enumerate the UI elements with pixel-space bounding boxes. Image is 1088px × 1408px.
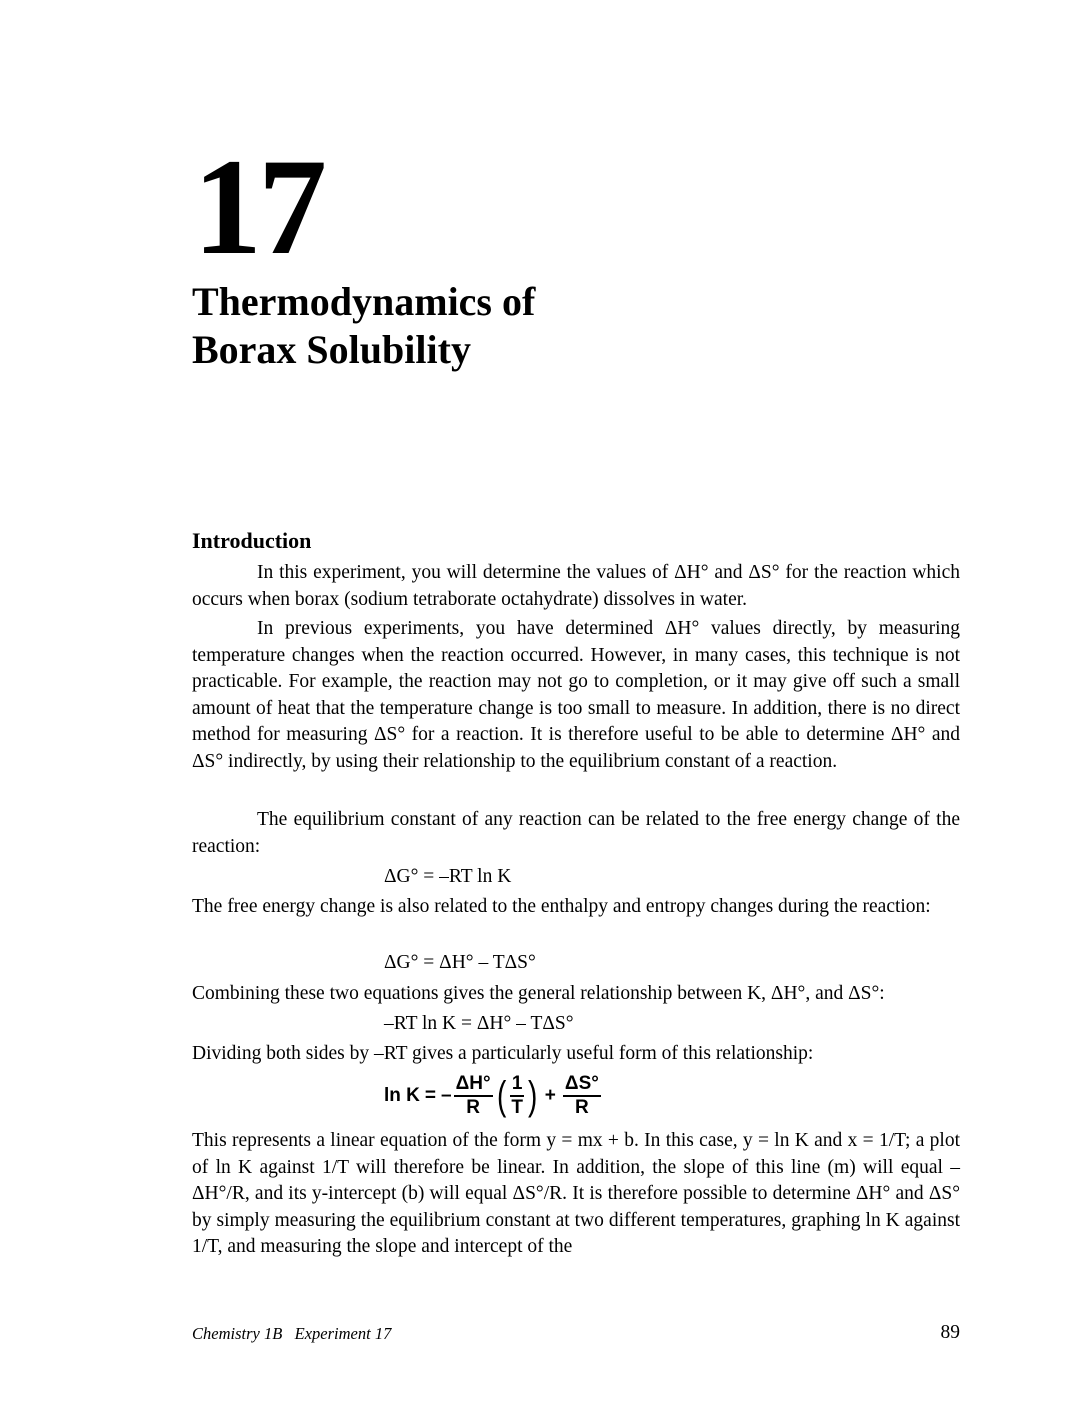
section-heading: Introduction <box>192 528 312 553</box>
fraction-enthalpy-numerator: ΔH° <box>454 1073 493 1097</box>
formula-equals: = <box>424 1085 436 1106</box>
paragraph-equilibrium-constant: The equilibrium constant of any reaction can be related to the free energy change of the reaction: <box>192 809 960 857</box>
paragraph-linear-equation: This represents a linear equation of the form y = mx + b. In this case, y = ln K and x = 1/T; a plot of ln K against 1/T will therefore be linear. In addition, the slope of this line (m) will equal –ΔH°/R, and its y-intercept (b) will equal ΔS°/R. It is therefore possible to determine ΔH° and ΔS° by simply measuring the equilibrium constant at two different temperatures, graphing ln K against 1/T, and measuring the slope and intercept of the <box>192 1130 960 1257</box>
equation-van-t-hoff <box>384 1068 603 1124</box>
fraction-inverse-temperature-denominator: T <box>511 1097 523 1118</box>
paragraph-intro: In this experiment, you will determine the values of ΔH° and ΔS° for the reaction which occurs when borax (sodium tetraborate octahydrate) dissolves in water. <box>192 562 960 610</box>
equation-free-energy-lnk: ΔG° = –RT ln K <box>384 866 512 887</box>
formula-minus: – <box>441 1085 452 1106</box>
fraction-entropy-numerator: ΔS° <box>563 1073 601 1097</box>
paragraph-free-energy: The free energy change is also related to the enthalpy and entropy changes during the reaction: <box>192 896 931 917</box>
equation-combined: –RT ln K = ΔH° – TΔS° <box>384 1013 574 1034</box>
paragraph-previous-experiments: In previous experiments, you have determined ΔH° values directly, by measuring temperature changes when the reaction occurred. However, in many cases, this technique is not practicable. For example, the reaction may not go to completion, or it may give off such a small amount of heat that the temperature change is too small to measure. In addition, there is no direct method for measuring ΔS° for a reaction. It is therefore useful to be able to determine ΔH° and ΔS° indirectly, by using their relationship to the equilibrium constant of a reaction. <box>192 618 960 772</box>
formula-plus: + <box>544 1085 556 1106</box>
paragraph-dividing: Dividing both sides by –RT gives a particularly useful form of this relationship: <box>192 1043 814 1064</box>
chapter-title-line-1: Thermodynamics of <box>192 279 536 324</box>
equation-gibbs: ΔG° = ΔH° – TΔS° <box>384 952 536 973</box>
footer-course-label: Chemistry 1B Experiment 17 <box>192 1324 392 1343</box>
fraction-enthalpy-denominator: R <box>466 1097 480 1118</box>
chapter-number: 17 <box>193 130 323 283</box>
fraction-enthalpy <box>454 1073 493 1119</box>
footer-page-number: 89 <box>940 1322 960 1343</box>
fraction-inverse-temperature-numerator: 1 <box>510 1073 525 1097</box>
formula-lhs: ln K <box>384 1085 420 1106</box>
right-paren: ) <box>528 1074 538 1118</box>
left-paren: ( <box>496 1074 506 1118</box>
fraction-inverse-temperature <box>510 1073 525 1119</box>
fraction-entropy-denominator: R <box>575 1097 589 1118</box>
chapter-title <box>192 278 535 374</box>
paragraph-combining: Combining these two equations gives the general relationship between K, ΔH°, and ΔS°: <box>192 983 885 1004</box>
fraction-entropy <box>563 1073 601 1119</box>
chapter-title-line-2: Borax Solubility <box>192 327 471 372</box>
